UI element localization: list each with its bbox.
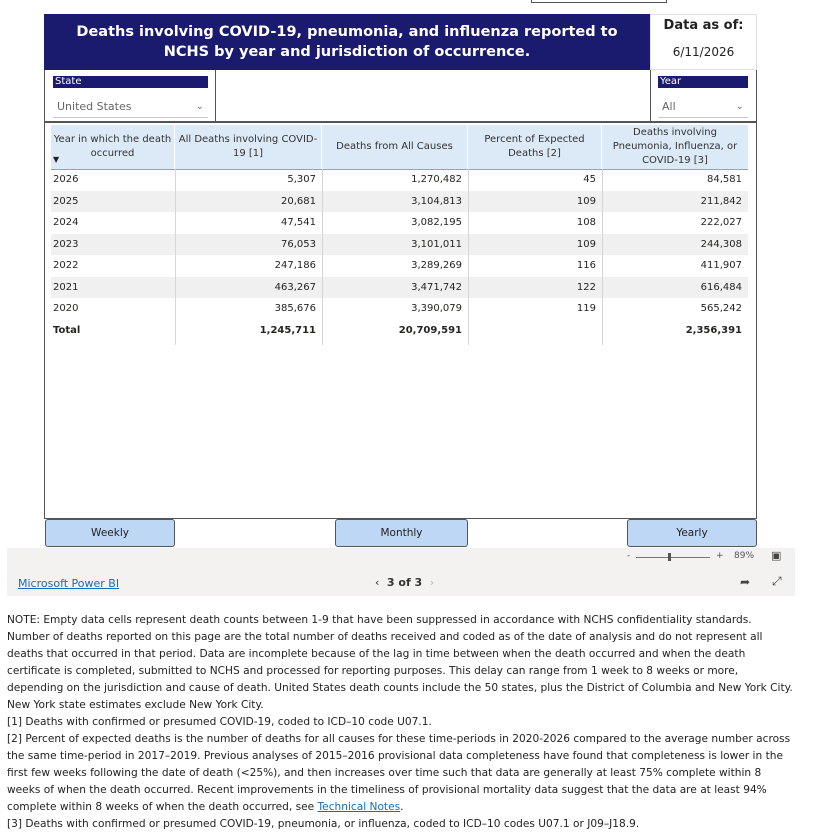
year-cell: 2023 — [53, 238, 79, 250]
year-slicer-header: Year — [658, 76, 748, 88]
value-cell: 20,681 — [281, 195, 316, 207]
table-row[interactable] — [51, 212, 748, 234]
value-cell: 109 — [576, 238, 596, 250]
value-cell: 3,082,195 — [411, 217, 462, 228]
data-as-of-date: 6/11/2026 — [672, 45, 735, 59]
column-header-percent-expected[interactable]: Percent of Expected Deaths [2] — [468, 125, 602, 169]
table-row[interactable] — [51, 169, 748, 191]
table-row[interactable] — [51, 255, 748, 277]
value-cell: 3,101,011 — [411, 238, 462, 250]
value-cell: 3,471,742 — [411, 281, 462, 293]
page-tab-indicator — [531, 0, 667, 3]
year-cell: 2025 — [53, 195, 79, 207]
share-icon[interactable]: ➦ — [740, 575, 751, 589]
value-cell: 20,709,591 — [398, 324, 462, 336]
column-header-covid-deaths[interactable]: All Deaths involving COVID-19 [1] — [175, 125, 322, 169]
next-page-icon[interactable]: › — [429, 576, 435, 589]
report-title-banner — [44, 14, 650, 70]
column-divider — [175, 169, 176, 345]
year-cell: Total — [53, 324, 81, 336]
slicer-divider — [650, 70, 651, 122]
value-cell: 222,027 — [700, 217, 742, 228]
value-cell: 47,541 — [281, 217, 316, 228]
weekly-button[interactable]: Weekly — [45, 519, 175, 547]
zoom-out-button[interactable]: - — [627, 551, 631, 561]
table-row[interactable] — [51, 277, 748, 299]
value-cell: 565,242 — [700, 303, 742, 314]
yearly-button[interactable]: Yearly — [627, 519, 757, 547]
value-cell: 108 — [576, 217, 596, 228]
value-cell: 385,676 — [274, 303, 316, 314]
state-dropdown[interactable] — [53, 96, 208, 118]
state-slicer-header: State — [53, 76, 208, 88]
footnote-3: [3] Deaths with confirmed or presumed COVID-19, pneumonia, or influenza, coded to ICD–10 codes U07.1 or J09–J18.9. — [7, 818, 640, 830]
report-title: Deaths involving COVID-19, pneumonia, and influenza reported to NCHS by year and jurisdiction of occurrence. — [76, 24, 618, 60]
value-cell: 122 — [576, 281, 596, 293]
sort-descending-icon[interactable]: ▼ — [53, 155, 60, 164]
data-as-of-label: Data as of: — [663, 18, 744, 33]
value-cell: 1,245,711 — [259, 324, 316, 336]
technical-notes-link[interactable]: Technical Notes — [317, 801, 401, 813]
value-cell: 244,308 — [700, 238, 742, 250]
value-cell: 5,307 — [287, 174, 316, 185]
year-cell: 2021 — [53, 281, 79, 293]
year-cell: 2020 — [53, 303, 79, 314]
monthly-button[interactable]: Monthly — [335, 519, 468, 547]
year-cell: 2026 — [53, 174, 79, 185]
footnote-2: [2] Percent of expected deaths is the number of deaths for all causes for these time-periods in 2020-2026 compared to the average number across the same time-period in 2017–2019. Previous analyses of 2015–2016 provisional data completeness have found that completeness is lower in the first few weeks following the date of death (<25%), and then increases over time such that data are generally at least 75% complete within 8 weeks of when the death occurred. Recent improvements in the timeliness of provisional mortality data suggest that the data are at least 94% complete within 8 weeks of when the death occurred, see Technical Notes. — [7, 733, 791, 813]
value-cell: 616,484 — [700, 281, 742, 293]
chevron-down-icon: ⌄ — [195, 101, 204, 112]
year-dropdown[interactable] — [658, 96, 748, 118]
table-row[interactable] — [51, 191, 748, 213]
value-cell: 3,104,813 — [411, 195, 462, 207]
notes-section — [7, 612, 793, 833]
value-cell: 45 — [583, 174, 596, 185]
deaths-table — [44, 122, 757, 519]
zoom-slider-handle[interactable] — [668, 553, 671, 561]
value-cell: 109 — [576, 195, 596, 207]
table-total-row[interactable] — [51, 320, 748, 342]
zoom-slider[interactable] — [636, 557, 710, 558]
value-cell: 247,186 — [274, 260, 316, 271]
powerbi-link[interactable]: Microsoft Power BI — [18, 577, 120, 590]
value-cell: 119 — [576, 303, 596, 314]
footnote-1: [1] Deaths with confirmed or presumed COVID-19, coded to ICD–10 code U07.1. — [7, 716, 432, 728]
chevron-down-icon: ⌄ — [735, 101, 744, 112]
column-header-pic-deaths[interactable]: Deaths involving Pneumonia, Influenza, or COVID-19 [3] — [612, 127, 738, 166]
value-cell: 1,270,482 — [411, 174, 462, 185]
value-cell: 116 — [576, 260, 596, 271]
column-divider — [322, 169, 323, 345]
value-cell: 411,907 — [700, 260, 742, 271]
value-cell: 84,581 — [707, 174, 742, 185]
column-header-year[interactable]: Year in which the death occurred ▼ — [51, 125, 175, 169]
value-cell: 3,289,269 — [411, 260, 462, 271]
value-cell: 76,053 — [281, 238, 316, 250]
previous-page-icon[interactable]: ‹ — [375, 576, 380, 589]
state-dropdown-value: United States — [57, 100, 132, 113]
table-header — [51, 125, 748, 170]
value-cell: 2,356,391 — [685, 324, 742, 336]
value-cell: 3,390,079 — [411, 303, 462, 314]
zoom-level: 89% — [734, 551, 755, 561]
value-cell: 211,842 — [700, 195, 742, 207]
column-divider — [602, 169, 603, 345]
fullscreen-icon[interactable]: ⤢ — [772, 574, 782, 588]
year-cell: 2024 — [53, 217, 79, 228]
year-dropdown-value: All — [662, 100, 676, 113]
fit-to-page-icon[interactable]: ▣ — [771, 549, 782, 562]
value-cell: 463,267 — [274, 281, 316, 293]
year-cell: 2022 — [53, 260, 79, 271]
zoom-in-button[interactable]: + — [716, 551, 724, 561]
value-cell — [468, 320, 602, 342]
page-navigator — [375, 576, 434, 589]
page-indicator: 3 of 3 — [386, 576, 423, 589]
column-divider — [468, 169, 469, 345]
note-paragraph: NOTE: Empty data cells represent death counts between 1-9 that have been suppressed in accordance with NCHS confidentiality standards. Number of deaths reported on this page are the total number of deaths received and coded as of the date of analysis and do not represent all deaths that occurred in that period. Data are incomplete because of the lag in time between when the death occurred and when the death certificate is completed, submitted to NCHS and processed for reporting purposes. This delay can range from 1 week to 8 weeks or more, depending on the jurisdiction and cause of death. United States death counts include the 50 states, plus the District of Columbia and New York City. New York state estimates exclude New York City. — [7, 614, 793, 711]
table-row[interactable] — [51, 298, 748, 320]
column-header-all-causes[interactable]: Deaths from All Causes — [322, 125, 468, 169]
slicer-divider — [215, 70, 216, 122]
table-row[interactable] — [51, 234, 748, 256]
